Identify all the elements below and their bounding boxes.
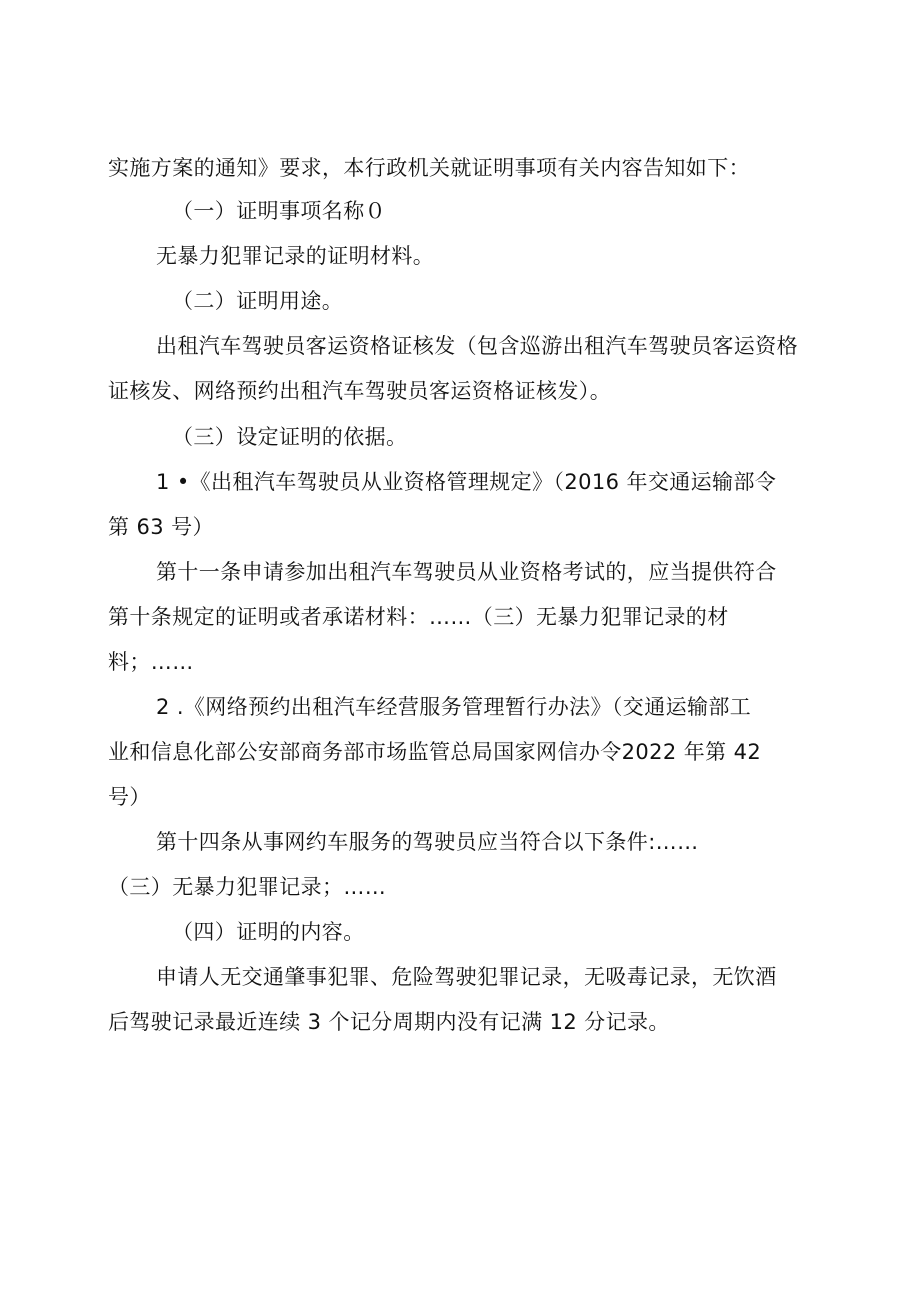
paragraph-line-4a: 申请人无交通肇事犯罪、危险驾驶犯罪记录，无吸毒记录，无饮酒 <box>156 965 777 989</box>
article-line-11c: 料；…… <box>108 650 194 674</box>
paragraph-line-1: 无暴力犯罪记录的证明材料。 <box>156 244 435 268</box>
paragraph-line-2a: 出租汽车驾驶员客运资格证核发（包含巡游出租汽车驾驶员客运资格 <box>156 334 798 358</box>
paragraph-line-2b: 证核发、网络预约出租汽车驾驶员客运资格证核发）。 <box>108 379 612 403</box>
section-heading-2: （二）证明用途。 <box>172 289 344 313</box>
section-heading-4: （四）证明的内容。 <box>172 920 365 944</box>
section-heading-1: （一）证明事项名称０ <box>172 199 386 223</box>
citation-line-2b: 业和信息化部公安部商务部市场监管总局国家网信办令2022 年第 42 <box>108 740 762 764</box>
citation-line-1a: 1 •《出租汽车驾驶员从业资格管理规定》（2016 年交通运输部令 <box>156 470 777 494</box>
article-line-14b: （三）无暴力犯罪记录；…… <box>108 875 387 899</box>
article-line-11b: 第十条规定的证明或者承诺材料：……（三）无暴力犯罪记录的材 <box>108 605 729 629</box>
section-heading-3: （三）设定证明的依据。 <box>172 425 408 449</box>
paragraph-line-4b: 后驾驶记录最近连续 3 个记分周期内没有记满 12 分记录。 <box>108 1010 670 1034</box>
citation-line-2c: 号） <box>108 785 151 809</box>
citation-line-2a: 2 .《网络预约出租汽车经营服务管理暂行办法》（交通运输部工 <box>156 695 752 719</box>
article-line-11a: 第十一条申请参加出租汽车驾驶员从业资格考试的，应当提供符合 <box>156 560 777 584</box>
citation-line-1b: 第 63 号） <box>108 515 214 539</box>
paragraph-line-intro: 实施方案的通知》要求，本行政机关就证明事项有关内容告知如下： <box>108 156 750 180</box>
article-line-14a: 第十四条从事网约车服务的驾驶员应当符合以下条件:…… <box>156 830 699 854</box>
